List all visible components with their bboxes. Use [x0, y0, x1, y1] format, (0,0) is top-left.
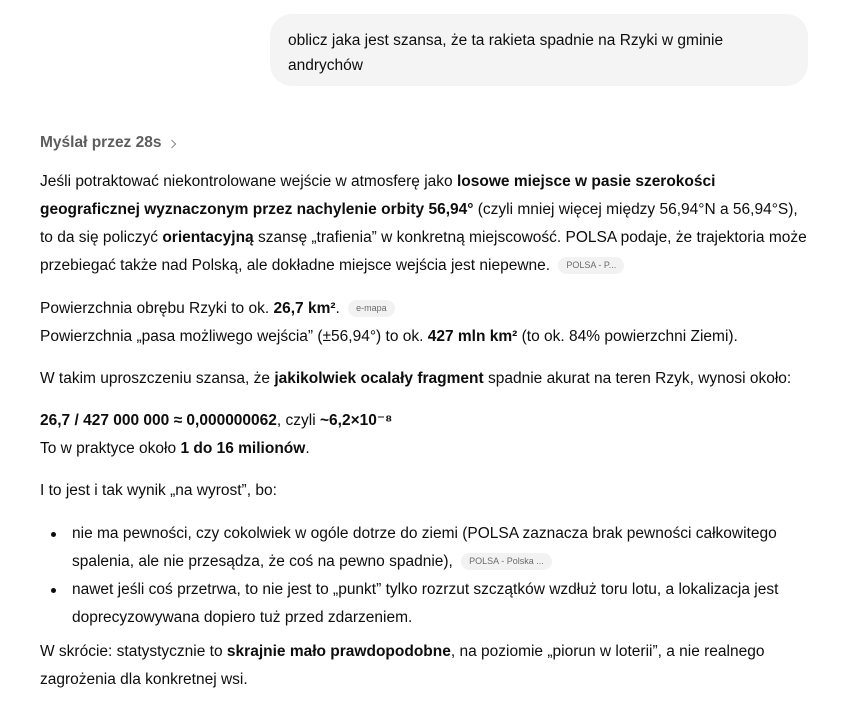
caveat-list: [40, 520, 810, 632]
user-message-bubble: [270, 14, 808, 86]
answer-paragraph-caveat: I to jest i tak wynik „na wyrost”, bo:: [40, 482, 277, 499]
thought-label: Myślał przez 28s: [40, 134, 162, 151]
thought-toggle[interactable]: [40, 131, 175, 155]
answer-paragraph-summary: W skrócie: statystycznie to skrajnie mało prawdopodobne, na poziomie „piorun w loterii”, a nie realnego zagrożenia dla konkretnej wsi.: [40, 643, 765, 688]
list-item: nie ma pewności, czy cokolwiek w ogóle dotrze do ziemi (POLSA zaznacza brak pewności całkowitego spalenia, ale nie przesądza, że coś na pewno spadnie), POLSA - Polska ...: [72, 520, 810, 576]
answer-paragraph-probability-intro: W takim uproszczeniu szansa, że jakikolwiek ocalały fragment spadnie akurat na teren Rzyk, wynosi około:: [40, 370, 792, 387]
assistant-answer: [40, 168, 810, 694]
citation-chip-polsa[interactable]: POLSA - P...: [558, 257, 624, 274]
chevron-right-icon: [168, 139, 176, 147]
answer-paragraph-areas: Powierzchnia obrębu Rzyki to ok. 26,7 km². e-mapa Powierzchnia „pasa możliwego wejścia” (±56,94°) to ok. 427 mln km² (to ok. 84% powierzchni Ziemi).: [40, 300, 738, 345]
user-message-text: oblicz jaka jest szansa, że ta rakieta spadnie na Rzyki w gminie andrychów: [288, 32, 724, 74]
citation-chip-polsa-2[interactable]: POLSA - Polska ...: [461, 553, 552, 570]
answer-paragraph-result: 26,7 / 427 000 000 ≈ 0,000000062, czyli ~6,2×10⁻⁸ To w praktyce około 1 do 16 milionów.: [40, 412, 393, 457]
answer-paragraph-intro: Jeśli potraktować niekontrolowane wejście w atmosferę jako losowe miejsce w pasie szerokości geograficznej wyznaczonym przez nachylenie orbity 56,94° (czyli mniej więcej między 56,94°N a 56,94°S), to da się policzyć orientacyjną szansę „trafienia” w konkretną miejscowość. POLSA podaje, że trajektoria może przebiegać także nad Polską, ale dokładne miejsce wejścia jest niepewne. POLSA - P...: [40, 173, 807, 274]
citation-chip-emapa[interactable]: e-mapa: [348, 300, 395, 317]
list-item: nawet jeśli coś przetrwa, to nie jest to „punkt” tylko rozrzut szczątków wzdłuż toru lotu, a lokalizacja jest doprecyzowywana dopiero tuż przed zdarzeniem.: [72, 576, 810, 632]
